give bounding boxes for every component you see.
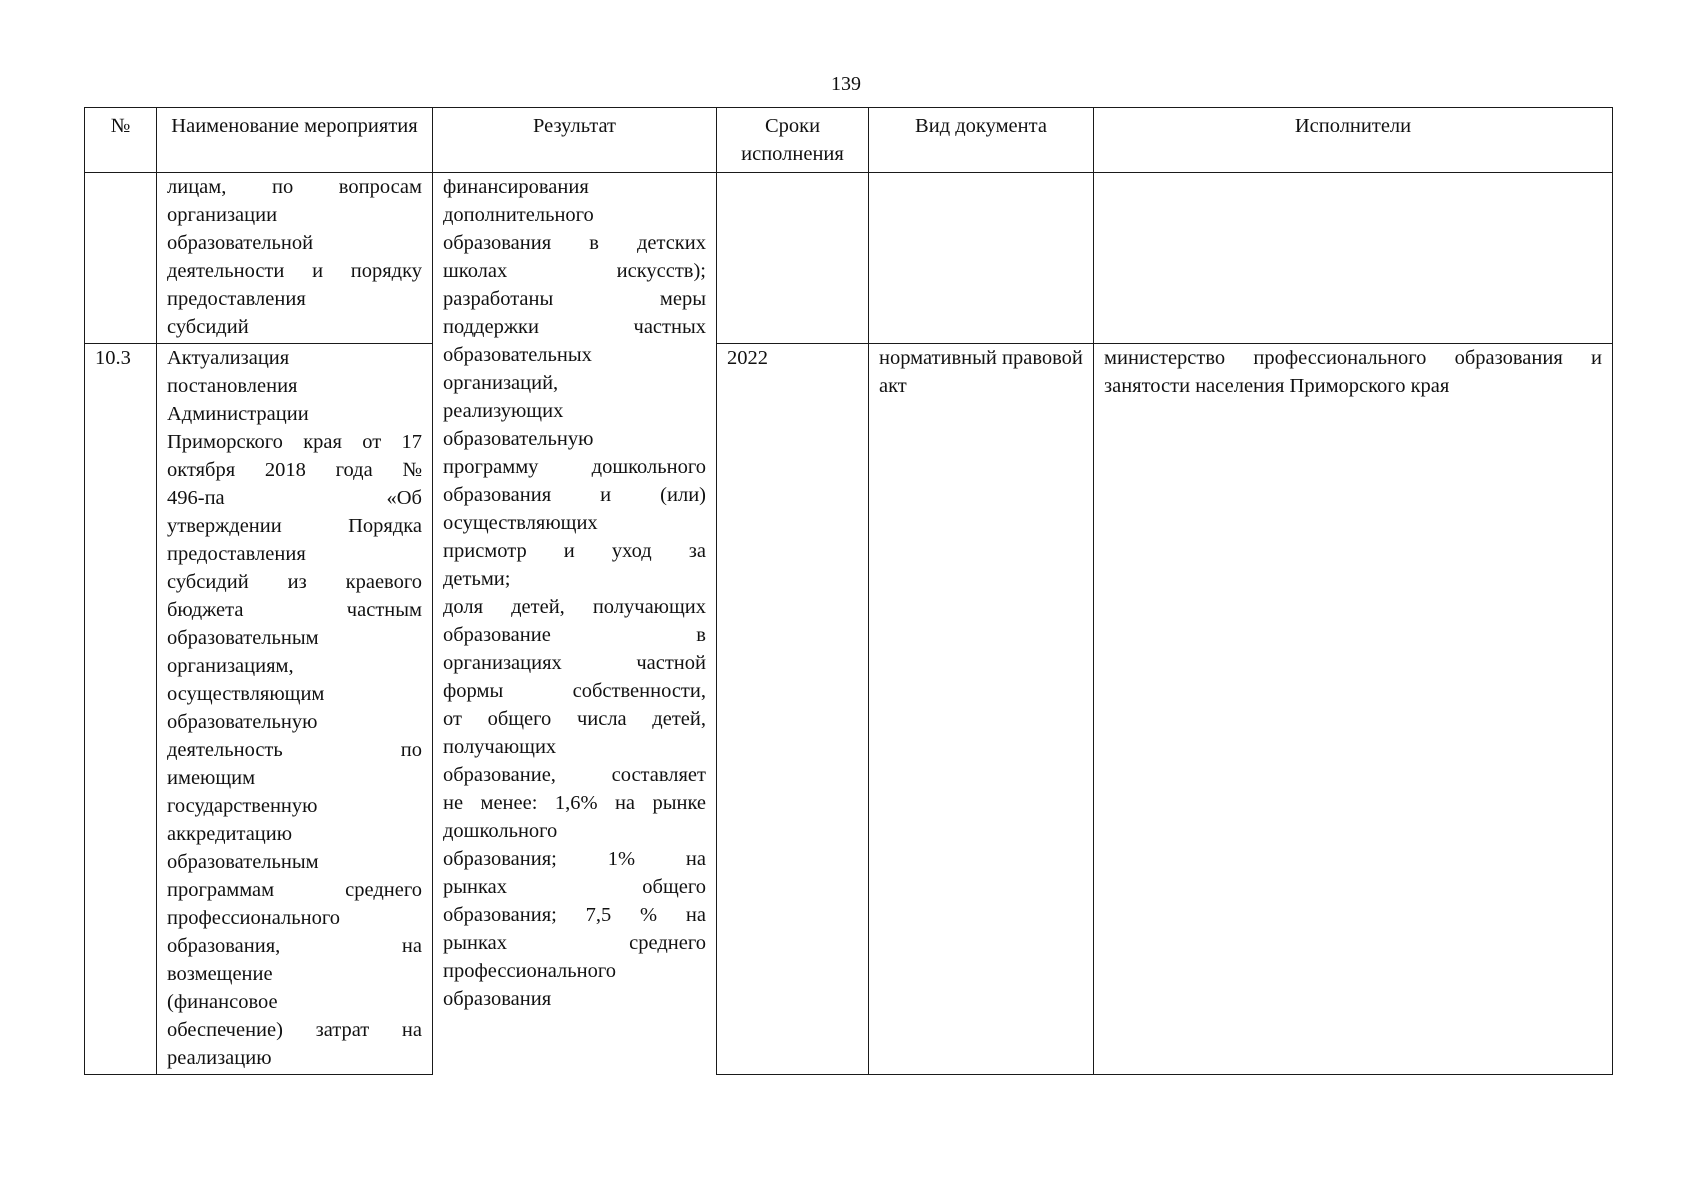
result-line: дополнительного [443, 204, 594, 226]
result-line: дошкольного [443, 820, 558, 842]
name-line: утверждении Порядка [167, 515, 422, 537]
cell-doc-type: нормативный правовой акт [869, 344, 1094, 1075]
name-continuation-line: деятельности и порядку [167, 260, 422, 282]
name-text [167, 344, 422, 1072]
result-line: осуществляющих [443, 512, 598, 534]
result-line: образовательных [443, 344, 592, 366]
name-line: Приморского края от 17 [167, 431, 422, 453]
cell-deadline-empty [717, 173, 869, 344]
cell-name-continuation [157, 173, 433, 344]
result-line: формы собственности, [443, 680, 706, 702]
result-line: рынках общего [443, 876, 706, 898]
result-line: не менее: 1,6% на рынке [443, 792, 706, 814]
name-line: профессионального [167, 907, 340, 929]
cell-result [433, 173, 717, 1075]
result-line: детьми; [443, 568, 511, 590]
result-line: финансирования [443, 176, 589, 198]
header-executors: Исполнители [1094, 108, 1613, 173]
name-line: октября 2018 года № [167, 459, 422, 481]
cell-doc-type-empty [869, 173, 1094, 344]
name-line: образовательным [167, 627, 319, 649]
result-line: образование, составляет [443, 764, 706, 786]
name-line: (финансовое [167, 991, 278, 1013]
result-line: от общего числа детей, [443, 708, 706, 730]
name-continuation-line: образовательной [167, 232, 314, 254]
result-line: образования и (или) [443, 484, 706, 506]
name-line: осуществляющим [167, 683, 325, 705]
table-row-10-3 [85, 344, 1613, 1075]
cell-num-empty [85, 173, 157, 344]
result-line: программу дошкольного [443, 456, 706, 478]
name-line: государственную [167, 795, 318, 817]
result-line: образования в детских [443, 232, 706, 254]
result-line: образовательную [443, 428, 594, 450]
name-continuation-text [167, 173, 422, 341]
result-line: школах искусств); [443, 260, 706, 282]
header-name: Наименование мероприятия [157, 108, 433, 173]
header-result: Результат [433, 108, 717, 173]
cell-executors-empty [1094, 173, 1613, 344]
name-line: обеспечение) затрат на [167, 1019, 422, 1041]
name-continuation-line: лицам, по вопросам [167, 176, 422, 198]
result-line: доля детей, получающих [443, 596, 706, 618]
header-row [85, 108, 1613, 173]
name-continuation-line: организации [167, 204, 278, 226]
name-line: возмещение [167, 963, 273, 985]
name-line: Актуализация [167, 347, 290, 369]
result-line: образования; 7,5 % на [443, 904, 706, 926]
result-line: реализующих [443, 400, 564, 422]
result-line: организаций, [443, 372, 559, 394]
result-line: разработаны меры [443, 288, 706, 310]
name-line: предоставления [167, 543, 306, 565]
name-line: образовательную [167, 711, 318, 733]
name-line: Администрации [167, 403, 309, 425]
name-line: постановления [167, 375, 298, 397]
name-line: образования, на [167, 935, 422, 957]
result-line: образование в [443, 624, 706, 646]
result-line: профессионального [443, 960, 616, 982]
header-num: № [85, 108, 157, 173]
name-continuation-line: субсидий [167, 316, 249, 338]
result-line: присмотр и уход за [443, 540, 706, 562]
cell-name [157, 344, 433, 1075]
measures-table [84, 107, 1613, 1075]
name-line: имеющим [167, 767, 256, 789]
name-line: 496-па «Об [167, 487, 422, 509]
result-text [443, 173, 706, 1013]
name-line: бюджета частным [167, 599, 422, 621]
name-line: организациям, [167, 655, 294, 677]
name-line: программам среднего [167, 879, 422, 901]
name-line: деятельность по [167, 739, 422, 761]
cell-executors: министерство профессионального образования и занятости населения Приморского края [1094, 344, 1613, 1075]
result-line: поддержки частных [443, 316, 706, 338]
result-line: рынках среднего [443, 932, 706, 954]
result-line: образования; 1% на [443, 848, 706, 870]
cell-deadline: 2022 [717, 344, 869, 1075]
name-line: аккредитацию [167, 823, 293, 845]
page-number: 139 [831, 73, 861, 95]
name-continuation-line: предоставления [167, 288, 306, 310]
cell-num: 10.3 [85, 344, 157, 1075]
name-line: образовательным [167, 851, 319, 873]
name-line: реализацию [167, 1047, 272, 1069]
header-doc-type: Вид документа [869, 108, 1094, 173]
name-line: субсидий из краевого [167, 571, 422, 593]
result-line: организациях частной [443, 652, 706, 674]
result-line: получающих [443, 736, 557, 758]
table-row-continuation [85, 173, 1613, 344]
header-deadline: Сроки исполнения [717, 108, 869, 173]
result-line: образования [443, 988, 552, 1010]
